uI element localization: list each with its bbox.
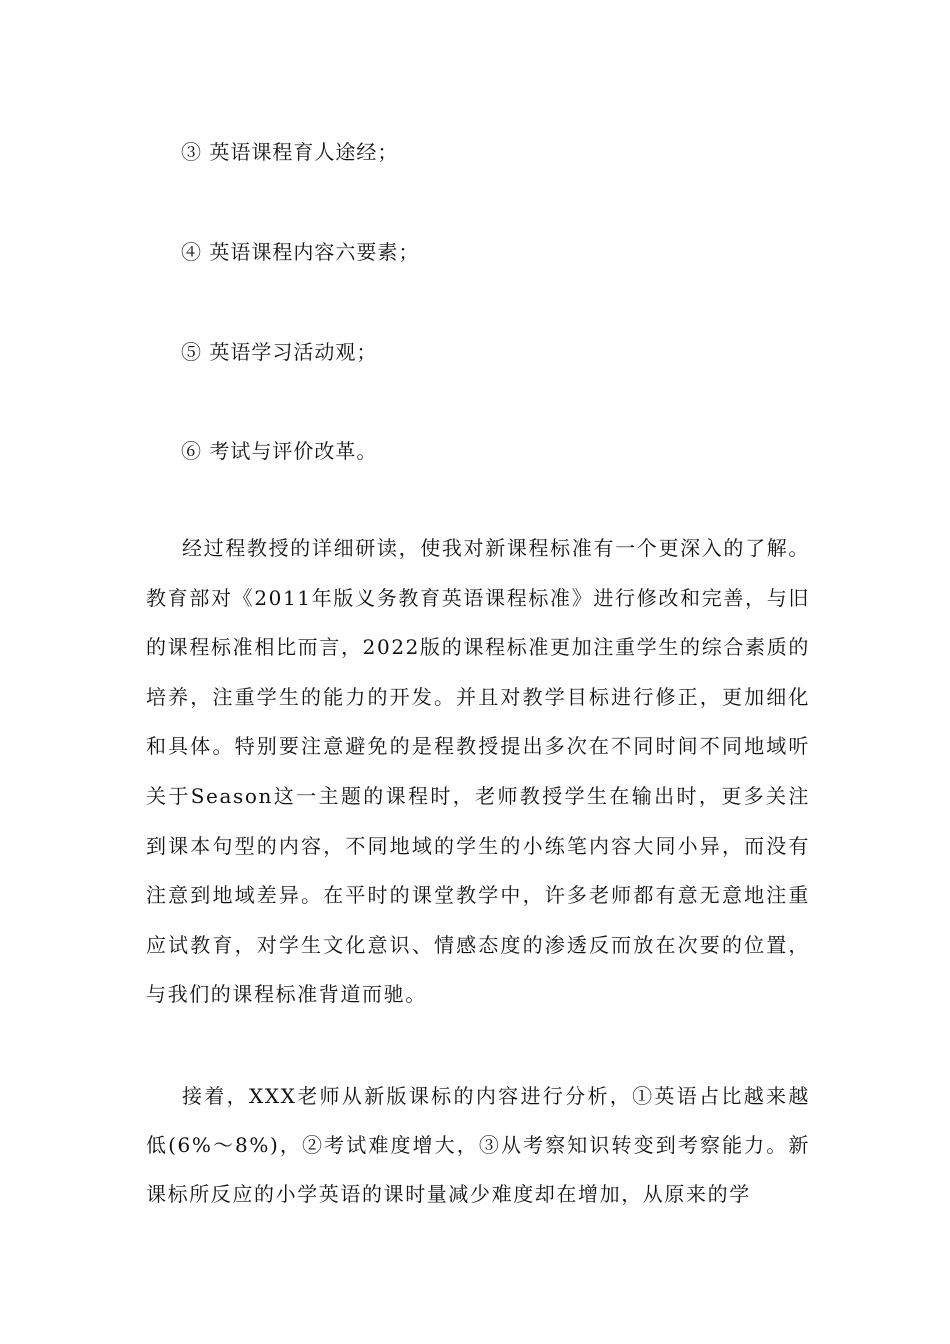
paragraph-reading-reflection: 经过程教授的详细研读，使我对新课程标准有一个更深入的了解。教育部对《2011年版义务教育英语课程标准》进行修改和完善，与旧的课程标准相比而言，2022版的课程标准更加注重学生的综合素质的培养，注重学生的能力的开发。并且对教学目标进行修正，更加细化和具体。特别要注意避免的是程教授提出多次在不同时间不同地域听关于Season这一主题的课程时，老师教授学生在输出时，更多关注到课本句型的内容，不同地域的学生的小练笔内容大同小异，而没有注意到地域差异。在平时的课堂教学中，许多老师都有意无意地注重应试教育，对学生文化意识、情感态度的渗透反而放在次要的位置，与我们的课程标准背道而驰。: [146, 536, 810, 1007]
list-item-5: ⑤ 英语学习活动观；: [181, 340, 378, 364]
paragraph-content-analysis: 接着，XXX老师从新版课标的内容进行分析，①英语占比越来越低(6%～8%)，②考试难度增大，③从考察知识转变到考察能力。新课标所反应的小学英语的课时量减少难度却在增加，从原来的学: [146, 1084, 810, 1206]
list-item-4: ④ 英语课程内容六要素；: [181, 240, 420, 264]
list-item-3: ③ 英语课程育人途经；: [181, 140, 399, 164]
list-item-6: ⑥ 考试与评价改革。: [181, 439, 378, 463]
